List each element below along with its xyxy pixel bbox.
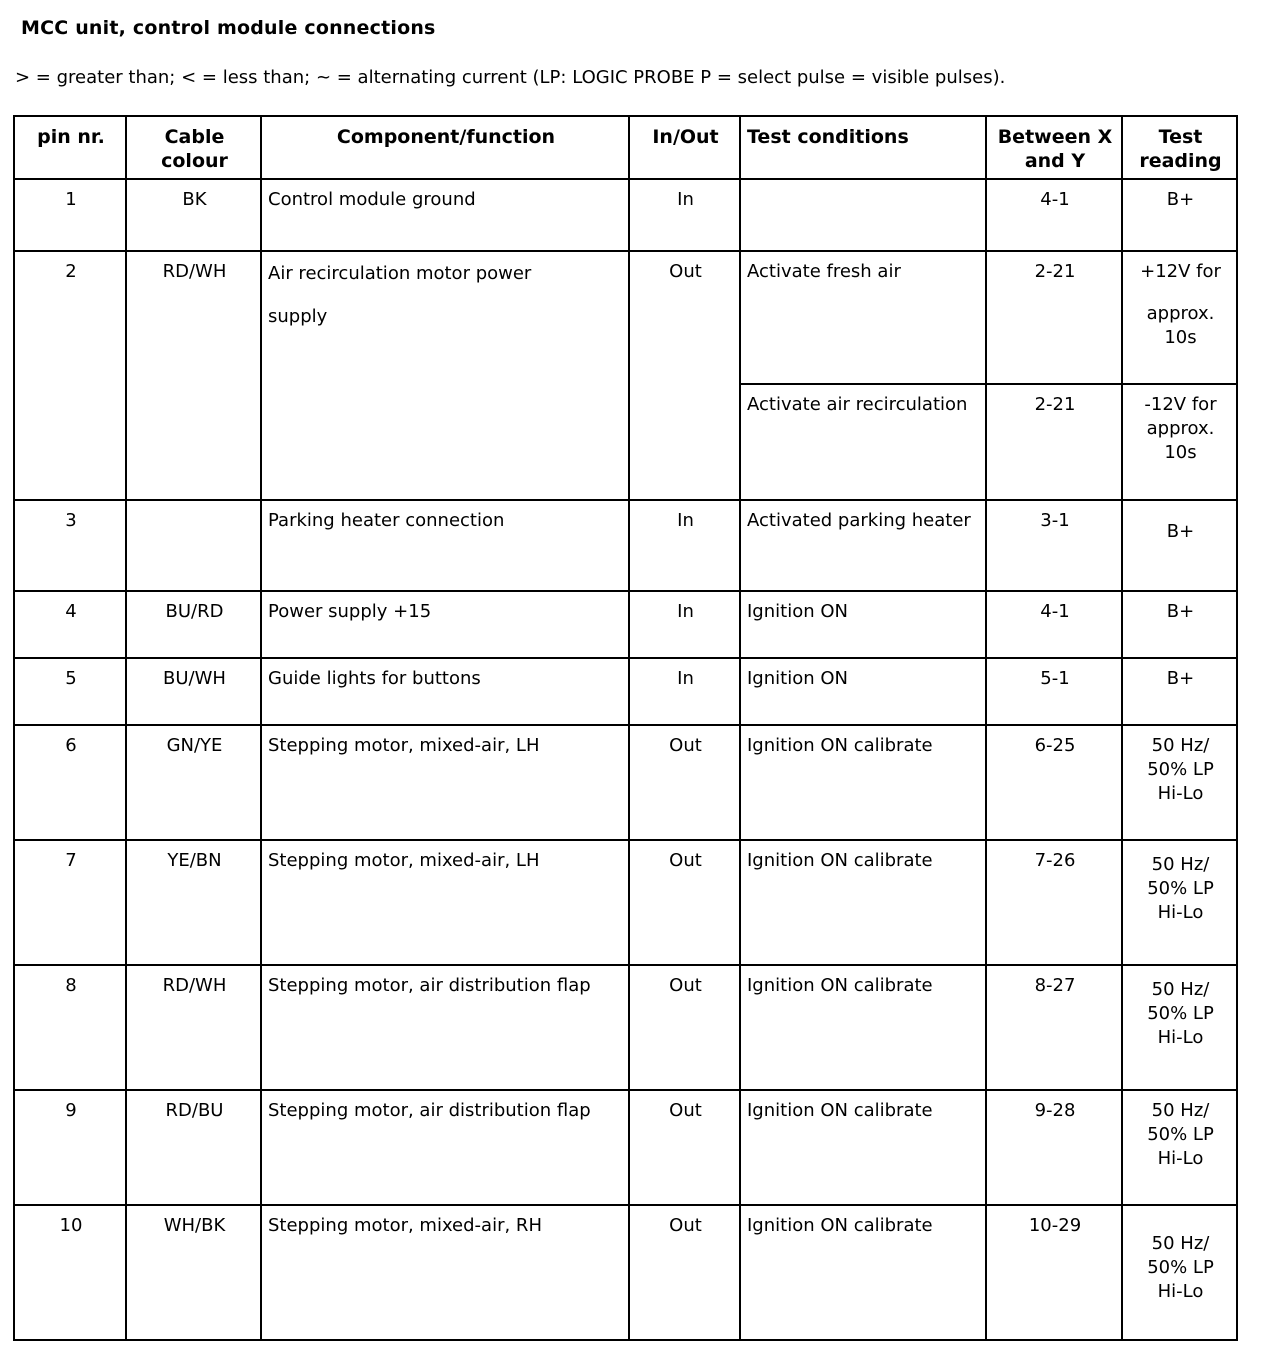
reading-cell: B+ xyxy=(1122,179,1237,251)
between-cell: 3-1 xyxy=(986,500,1122,591)
test-cell: Ignition ON calibrate xyxy=(740,725,986,840)
header-component: Component/function xyxy=(261,116,629,179)
inout-cell: In xyxy=(629,500,740,591)
colour-cell: BK xyxy=(126,179,261,251)
component-cell: Stepping motor, air distribution flap xyxy=(261,1090,629,1205)
inout-cell: Out xyxy=(629,725,740,840)
colour-cell xyxy=(126,500,261,591)
component-cell: Parking heater connection xyxy=(261,500,629,591)
colour-cell: BU/RD xyxy=(126,591,261,658)
inout-cell: In xyxy=(629,179,740,251)
between-cell: 8-27 xyxy=(986,965,1122,1090)
between-cell: 10-29 xyxy=(986,1205,1122,1340)
reading-cell: +12V for approx. 10s xyxy=(1122,251,1237,384)
test-cell: Activated parking heater xyxy=(740,500,986,591)
test-cell: Ignition ON xyxy=(740,658,986,725)
between-cell: 4-1 xyxy=(986,179,1122,251)
header-cable-colour: Cable colour xyxy=(126,116,261,179)
table-row xyxy=(14,1090,1237,1205)
between-cell: 5-1 xyxy=(986,658,1122,725)
component-cell: Stepping motor, mixed-air, RH xyxy=(261,1205,629,1340)
component-cell: Power supply +15 xyxy=(261,591,629,658)
header-test-conditions: Test conditions xyxy=(740,116,986,179)
between-cell: 7-26 xyxy=(986,840,1122,965)
inout-cell: Out xyxy=(629,1205,740,1340)
reading-cell: -12V for approx. 10s xyxy=(1122,384,1237,500)
test-cell: Activate air recirculation xyxy=(740,384,986,500)
table-row xyxy=(14,500,1237,591)
inout-cell: In xyxy=(629,658,740,725)
reading-cell: 50 Hz/ 50% LP Hi-Lo xyxy=(1122,1205,1237,1340)
colour-cell: YE/BN xyxy=(126,840,261,965)
pin-cell: 5 xyxy=(14,658,126,725)
header-between: Between X and Y xyxy=(986,116,1122,179)
pin-cell: 2 xyxy=(14,251,126,500)
table-row xyxy=(14,658,1237,725)
colour-cell: RD/BU xyxy=(126,1090,261,1205)
test-cell: Ignition ON calibrate xyxy=(740,1205,986,1340)
component-cell: Control module ground xyxy=(261,179,629,251)
colour-cell: RD/WH xyxy=(126,965,261,1090)
colour-cell: RD/WH xyxy=(126,251,261,500)
test-cell xyxy=(740,179,986,251)
reading-cell: 50 Hz/ 50% LP Hi-Lo xyxy=(1122,965,1237,1090)
pin-cell: 1 xyxy=(14,179,126,251)
reading-cell: B+ xyxy=(1122,500,1237,591)
pin-cell: 6 xyxy=(14,725,126,840)
test-cell: Ignition ON calibrate xyxy=(740,965,986,1090)
between-cell: 6-25 xyxy=(986,725,1122,840)
table-row xyxy=(14,251,1237,384)
inout-cell: Out xyxy=(629,840,740,965)
test-cell: Ignition ON xyxy=(740,591,986,658)
reading-cell: 50 Hz/ 50% LP Hi-Lo xyxy=(1122,840,1237,965)
reading-cell: B+ xyxy=(1122,658,1237,725)
inout-cell: Out xyxy=(629,965,740,1090)
component-cell: Guide lights for buttons xyxy=(261,658,629,725)
reading-cell: 50 Hz/ 50% LP Hi-Lo xyxy=(1122,1090,1237,1205)
component-cell: Stepping motor, mixed-air, LH xyxy=(261,840,629,965)
table-row xyxy=(14,840,1237,965)
legend-text: > = greater than; < = less than; ~ = alternating current (LP: LOGIC PROBE P = select pulse = visible pulses). xyxy=(15,67,1006,88)
between-cell: 2-21 xyxy=(986,251,1122,384)
pin-cell: 4 xyxy=(14,591,126,658)
component-cell: Stepping motor, air distribution flap xyxy=(261,965,629,1090)
component-cell: Air recirculation motor power supply xyxy=(261,251,629,500)
colour-cell: WH/BK xyxy=(126,1205,261,1340)
between-cell: 9-28 xyxy=(986,1090,1122,1205)
test-cell: Activate fresh air xyxy=(740,251,986,384)
component-cell: Stepping motor, mixed-air, LH xyxy=(261,725,629,840)
test-cell: Ignition ON calibrate xyxy=(740,1090,986,1205)
document-title: MCC unit, control module connections xyxy=(21,17,436,39)
pin-cell: 8 xyxy=(14,965,126,1090)
inout-cell: Out xyxy=(629,1090,740,1205)
table-row xyxy=(14,1205,1237,1340)
header-test-reading: Test reading xyxy=(1122,116,1237,179)
pin-cell: 7 xyxy=(14,840,126,965)
test-cell: Ignition ON calibrate xyxy=(740,840,986,965)
connections-table xyxy=(13,115,1238,1341)
inout-cell: Out xyxy=(629,251,740,500)
colour-cell: GN/YE xyxy=(126,725,261,840)
header-in-out: In/Out xyxy=(629,116,740,179)
colour-cell: BU/WH xyxy=(126,658,261,725)
pin-cell: 3 xyxy=(14,500,126,591)
table-row xyxy=(14,179,1237,251)
pin-cell: 9 xyxy=(14,1090,126,1205)
table-row xyxy=(14,725,1237,840)
reading-cell: B+ xyxy=(1122,591,1237,658)
table-row xyxy=(14,965,1237,1090)
between-cell: 4-1 xyxy=(986,591,1122,658)
reading-cell: 50 Hz/ 50% LP Hi-Lo xyxy=(1122,725,1237,840)
header-row xyxy=(14,116,1237,179)
between-cell: 2-21 xyxy=(986,384,1122,500)
header-pin: pin nr. xyxy=(14,116,126,179)
inout-cell: In xyxy=(629,591,740,658)
pin-cell: 10 xyxy=(14,1205,126,1340)
table-row xyxy=(14,591,1237,658)
